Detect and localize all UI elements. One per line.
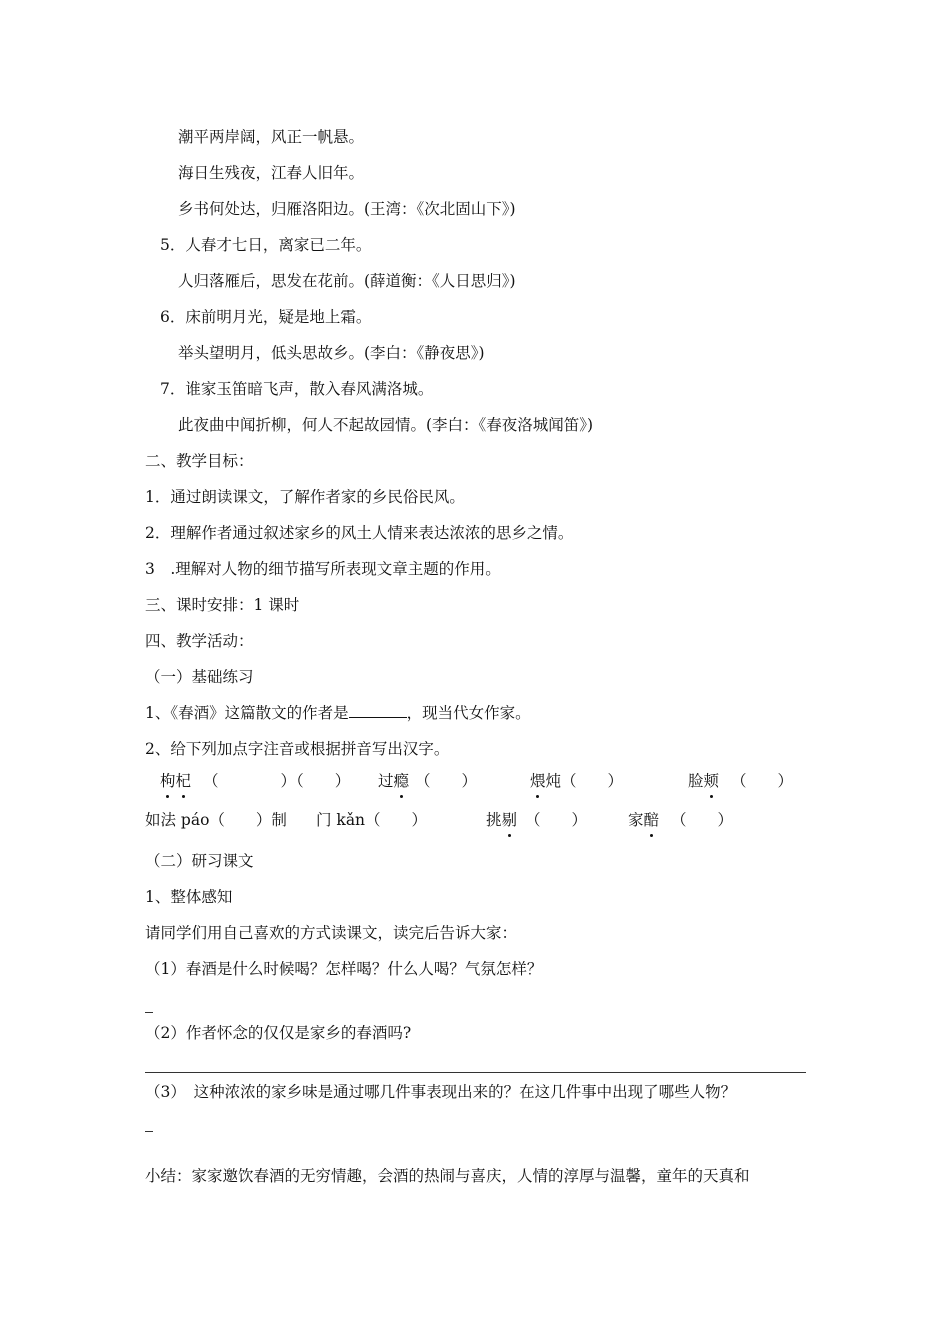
- poem-line: 7．谁家玉笛暗飞声，散入春风满洛城。: [160, 380, 434, 398]
- poem-line: 海日生残夜，江春人旧年。: [178, 164, 365, 182]
- poem-line: 乡书何处达，归雁洛阳边。(王湾：《次北固山下》): [178, 200, 516, 218]
- poem-line: 此夜曲中闻折柳，何人不起故园情。(李白：《春夜洛城闻笛》): [178, 416, 594, 434]
- pinyin-item: 挑剔 （ ）: [486, 811, 588, 829]
- answer-blank[interactable]: [349, 703, 407, 718]
- subsection-heading: （二）研习课文: [145, 852, 254, 870]
- answer-line[interactable]: [145, 1072, 806, 1073]
- section-heading: 三、课时安排：1 课时: [145, 596, 300, 614]
- subsection-heading: （一）基础练习: [145, 668, 254, 686]
- study-question: （2）作者怀念的仅仅是家乡的春酒吗?: [145, 1024, 412, 1042]
- poem-line: 潮平两岸阔，风正一帆悬。: [178, 128, 365, 146]
- pinyin-item: 如法 páo（ ）制: [145, 811, 287, 829]
- prompt-text: 请同学们用自己喜欢的方式读课文，读完后告诉大家：: [145, 924, 518, 942]
- question-text: 1、《春酒》这篇散文的作者是: [145, 704, 349, 722]
- pinyin-item: 门 kǎn（ ）: [316, 811, 428, 829]
- goal-item: 2．理解作者通过叙述家乡的风土人情来表达浓浓的思乡之情。: [145, 524, 574, 542]
- study-question: （3） 这种浓浓的家乡味是通过哪几件事表现出来的？在这几件事中出现了哪些人物？: [145, 1083, 737, 1101]
- pinyin-item: 枸杞 （ ）（ ）: [160, 772, 351, 790]
- answer-line[interactable]: [145, 1131, 153, 1132]
- goal-item: 1．通过朗读课文，了解作者家的乡民俗民风。: [145, 488, 465, 506]
- pinyin-item: 过瘾 （ ）: [378, 772, 478, 790]
- question-2: 2、给下列加点字注音或根据拼音写出汉字。: [145, 740, 450, 758]
- poem-line: 5．人春才七日，离家已二年。: [160, 236, 372, 254]
- pinyin-item: 煨炖（ ）: [530, 772, 624, 790]
- poem-line: 举头望明月，低头思故乡。(李白：《静夜思》): [178, 344, 485, 362]
- pinyin-item: 家醅 （ ）: [628, 811, 734, 829]
- subsection-heading: 1、整体感知: [145, 888, 233, 906]
- answer-line[interactable]: [145, 1012, 153, 1013]
- question-text: ，现当代女作家。: [406, 704, 531, 722]
- question-1: [145, 703, 531, 723]
- summary-text: 小结：家家邀饮春酒的无穷情趣，会酒的热闹与喜庆，人情的淳厚与温馨，童年的天真和: [145, 1167, 750, 1185]
- poem-line: 6．床前明月光，疑是地上霜。: [160, 308, 372, 326]
- pinyin-item: 脸颊 （ ）: [688, 772, 794, 790]
- poem-line: 人归落雁后，思发在花前。(薛道衡：《人日思归》): [178, 272, 516, 290]
- section-heading: 二、教学目标：: [145, 452, 254, 470]
- study-question: （1）春酒是什么时候喝？怎样喝？什么人喝？气氛怎样？: [145, 960, 543, 978]
- goal-item: 3 .理解对人物的细节描写所表现文章主题的作用。: [145, 560, 501, 578]
- section-heading: 四、教学活动：: [145, 632, 254, 650]
